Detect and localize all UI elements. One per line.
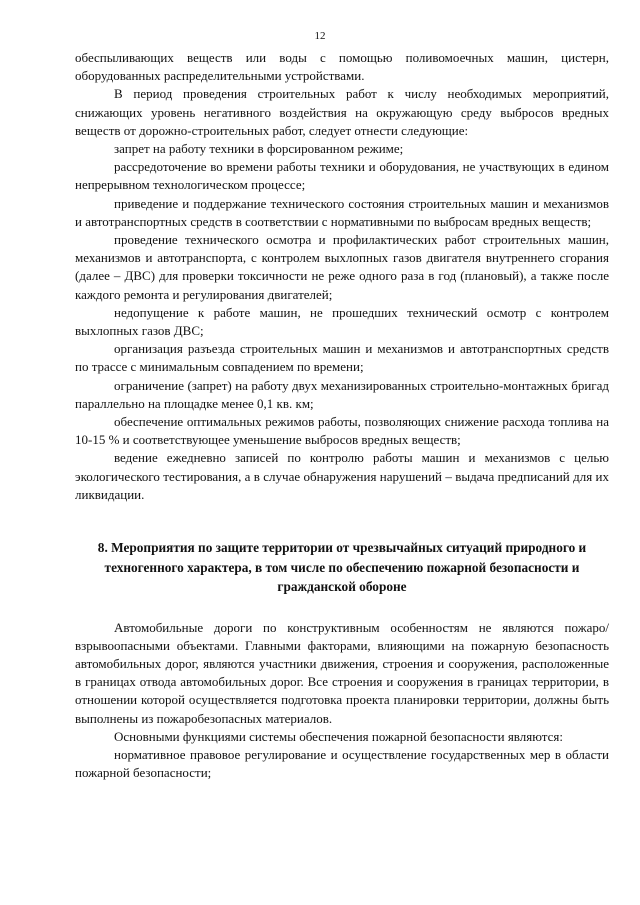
paragraph: обеспыливающих веществ или воды с помощью поливомоечных машин, цистерн, оборудованных распределительными устройствами.: [75, 50, 609, 84]
list-item: организация разъезда строительных машин и механизмов и автотранспортных средств по трассе с минимальным совпадением по времени;: [75, 341, 609, 375]
list-item: ограничение (запрет) на работу двух механизированных строительно-монтажных бригад параллельно на площадке менее 0,1 кв. км;: [75, 377, 609, 411]
list-item: рассредоточение во времени работы техники и оборудования, не участвующих в едином непрерывном технологическом процессе;: [75, 159, 609, 193]
page-number: 12: [314, 30, 326, 42]
list-item: приведение и поддержание технического состояния строительных машин и механизмов и автотранспортных средств в соответствии с нормативными по выбросам вредных веществ;: [75, 195, 609, 229]
list-item: обеспечение оптимальных режимов работы, позволяющих снижение расхода топлива на 10-15 % и соответствующее уменьшение выбросов вредных веществ;: [75, 414, 609, 448]
list-item: запрет на работу техники в форсированном режиме;: [114, 141, 404, 157]
list-item: нормативное правовое регулирование и осуществление государственных мер в области пожарной безопасности;: [75, 747, 609, 781]
document-body: [75, 49, 609, 782]
list-item: проведение технического осмотра и профилактических работ строительных машин, механизмов и автотранспорта, с контролем выхлопных газов двигателя внутреннего сгорания (далее – ДВС) для проверки токсичности не реже одного раза в год (плановый), а также после каждого ремонта и регулирования двигателей;: [75, 232, 609, 302]
paragraph: Автомобильные дороги по конструктивным особенностям не являются пожаро/взрывоопасными объектами. Главными факторами, влияющими на пожарную безопасность автомобильных дорог, являются участники движения, строения и сооружения, расположенные в границах отвода автомобильных дорог. Все строения и сооружения в границах территории, в отношении которой осуществляется подготовка проекта планировки территории, должны быть выполнены из пожаробезопасных материалов.: [75, 619, 609, 726]
list-item: ведение ежедневно записей по контролю работы машин и механизмов с целью экологического тестирования, а в случае обнаружения нарушений – выдача предписаний для их ликвидации.: [75, 450, 609, 502]
paragraph: В период проведения строительных работ к числу необходимых мероприятий, снижающих уровень негативного воздействия на окружающую среду выбросов вредных веществ от дорожно-строительных работ, следует отнести следующие:: [75, 86, 609, 138]
paragraph: Основными функциями системы обеспечения пожарной безопасности являются:: [114, 728, 563, 744]
list-item: недопущение к работе машин, не прошедших технический осмотр с контролем выхлопных газов ДВС;: [75, 304, 609, 339]
section-heading: 8. Мероприятия по защите территории от чрезвычайных ситуаций природного и техногенного характера, в том числе по обеспечению пожарной безопасности и гражданской обороне: [97, 540, 587, 595]
